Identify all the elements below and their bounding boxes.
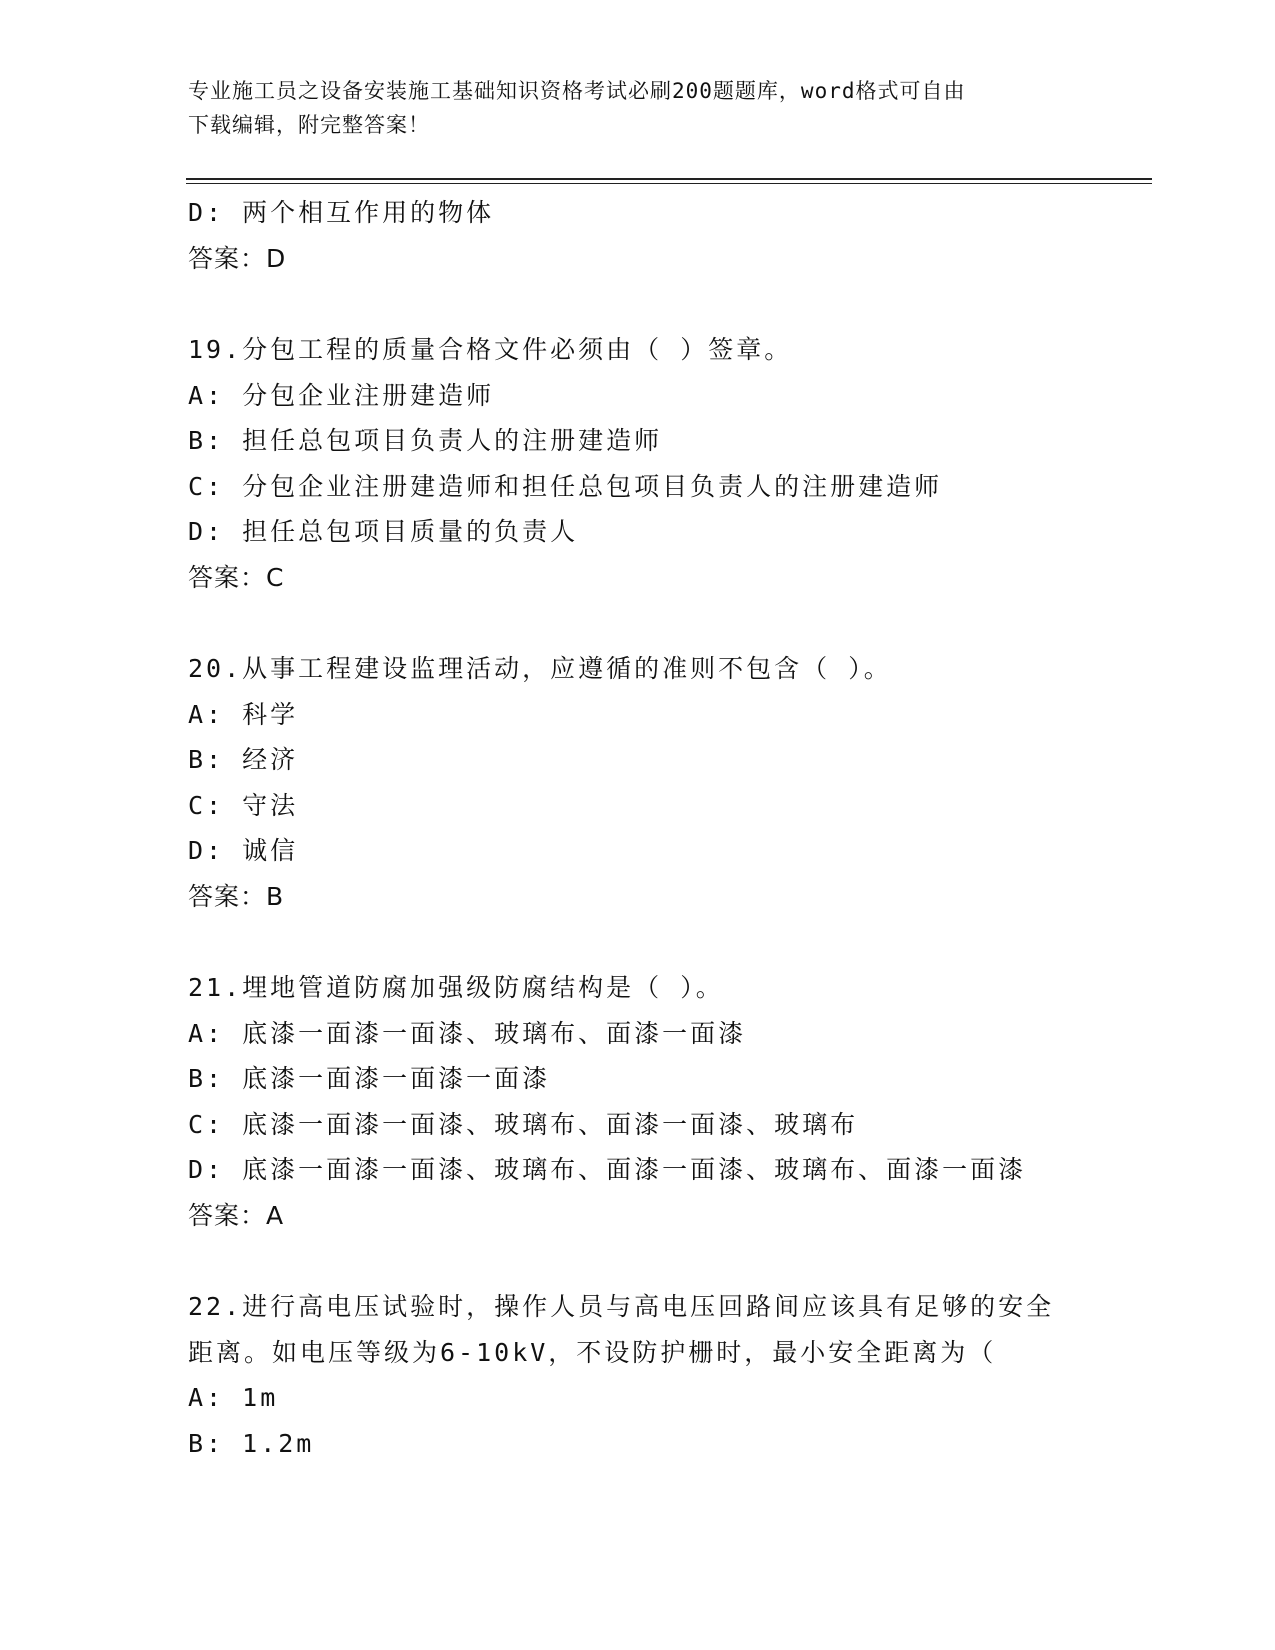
option-b: B: 经济: [188, 745, 299, 774]
question-text-line-2: 距离。如电压等级为6-10kV，不设防护栅时，最小安全距离为（: [188, 1337, 997, 1367]
option-a: A: 分包企业注册建造师: [188, 380, 495, 410]
question-19: [188, 327, 1148, 600]
question-21: [188, 965, 1148, 1238]
spacer: [188, 1238, 1148, 1284]
option-c: C: 守法: [188, 790, 299, 820]
answer-line: 答案：A: [188, 1200, 285, 1230]
option-d: D: 担任总包项目质量的负责人: [188, 517, 579, 546]
question-list: [188, 190, 1148, 1466]
question-20: [188, 646, 1148, 919]
header-divider-thin: [186, 183, 1152, 184]
option-b: B: 1.2m: [188, 1428, 315, 1458]
answer-line: 答案：D: [188, 243, 287, 273]
answer-line: 答案：C: [188, 562, 285, 592]
option-b: B: 底漆一面漆一面漆一面漆: [188, 1064, 551, 1093]
option-c: C: 分包企业注册建造师和担任总包项目负责人的注册建造师: [188, 471, 943, 501]
option-c: C: 底漆一面漆一面漆、玻璃布、面漆一面漆、玻璃布: [188, 1109, 859, 1139]
option-a: A: 科学: [188, 699, 299, 729]
document-header: [188, 74, 1088, 142]
spacer: [188, 919, 1148, 965]
spacer: [188, 281, 1148, 327]
question-text: 20.从事工程建设监理活动，应遵循的准则不包含（ ）。: [188, 654, 892, 683]
option-a: A: 1m: [188, 1383, 279, 1412]
header-title-line-2: 下载编辑，附完整答案！: [188, 113, 430, 137]
header-title-line-1: 专业施工员之设备安装施工基础知识资格考试必刷200题题库，word格式可自由: [188, 79, 966, 103]
option-a: A: 底漆一面漆一面漆、玻璃布、面漆一面漆: [188, 1018, 747, 1048]
header-divider-thick: [186, 178, 1152, 180]
answer-line: 答案：B: [188, 881, 285, 911]
option-d: D: 两个相互作用的物体: [188, 198, 495, 227]
option-d: D: 诚信: [188, 836, 299, 865]
question-text: 21.埋地管道防腐加强级防腐结构是（ ）。: [188, 973, 724, 1002]
question-text-line-1: 22.进行高电压试验时，操作人员与高电压回路间应该具有足够的安全: [188, 1292, 1055, 1321]
question-22: [188, 1284, 1148, 1466]
spacer: [188, 600, 1148, 646]
question-text: 19.分包工程的质量合格文件必须由（ ）签章。: [188, 335, 793, 364]
option-d: D: 底漆一面漆一面漆、玻璃布、面漆一面漆、玻璃布、面漆一面漆: [188, 1155, 1027, 1184]
question-18-tail: [188, 190, 1148, 281]
option-b: B: 担任总包项目负责人的注册建造师: [188, 426, 663, 455]
